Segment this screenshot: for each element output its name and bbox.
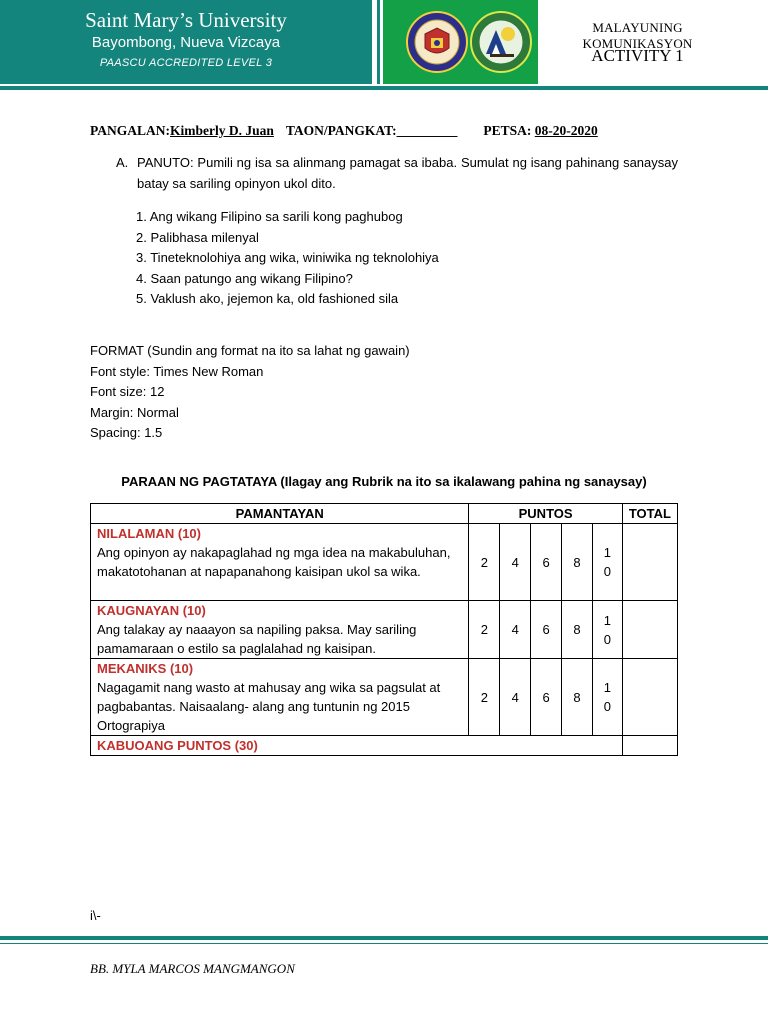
accreditation-text: PAASCU ACCREDITED LEVEL 3 [99, 57, 273, 69]
table-header-row [91, 504, 678, 524]
point-cell: 4 [500, 601, 531, 659]
teacher-name: BB. MYLA MARCOS MANGMANGON [90, 961, 295, 976]
table-row [91, 659, 678, 736]
student-info-line [90, 123, 690, 139]
point-cell: 6 [531, 659, 562, 736]
criterion-title: MEKANIKS (10) [97, 661, 194, 676]
university-seal-logo [406, 8, 468, 76]
point-cell-max [592, 524, 622, 601]
point-cell: 2 [469, 659, 500, 736]
criterion-description: Ang talakay ay naaayon sa napiling paksa. May sariling pamamaraan o estilo sa paglalahad ng kaisipan. [97, 622, 417, 656]
list-item: 5. Vaklush ako, jejemon ka, old fashioned sila [136, 291, 399, 306]
point-max-digit: 0 [603, 564, 611, 579]
format-spacing: Spacing: 1.5 [90, 425, 163, 440]
point-cell: 6 [531, 524, 562, 601]
point-cell: 6 [531, 601, 562, 659]
table-total-row [91, 736, 678, 756]
university-location: Bayombong, Nueva Vizcaya [91, 34, 281, 51]
list-item: 2. Palibhasa milenyal [136, 229, 259, 245]
rubric-table [90, 503, 678, 756]
point-cell: 4 [500, 659, 531, 736]
format-margin: Margin: Normal [90, 404, 179, 420]
point-cell: 4 [500, 524, 531, 601]
criterion-description: Nagagamit nang wasto at mahusay ang wika sa pagsulat at pagbabantas. Naisaalang- alang ang tuntunin ng 2015 Ortograpiya [97, 680, 441, 733]
list-item: 4. Saan patungo ang wikang Filipino? [136, 270, 353, 286]
footer-rule [0, 936, 768, 940]
course-title: MALAYUNING KOMUNIKASYON [582, 20, 693, 51]
date-label: PETSA: [483, 123, 535, 138]
format-section [90, 341, 410, 444]
header-pamantayan: PAMANTAYAN [91, 504, 469, 524]
total-cell[interactable] [622, 659, 677, 736]
point-cell-max [592, 659, 622, 736]
total-label: KABUOANG PUNTOS (30) [97, 738, 258, 753]
rubric-title: PARAAN NG PAGTATAYA (Ilagay ang Rubrik na ito sa ikalawang pahina ng sanaysay) [121, 474, 647, 489]
instruction [116, 152, 678, 194]
name-value: Kimberly D. Juan [170, 123, 274, 138]
instruction-letter: A. [116, 155, 129, 170]
header-puntos: PUNTOS [469, 504, 622, 524]
format-font-style: Font style: Times New Roman [90, 363, 264, 379]
point-cell-max [592, 601, 622, 659]
header-rule [0, 86, 768, 90]
list-item: 1. Ang wikang Filipino sa sarili kong paghubog [136, 209, 403, 224]
criterion-title: NILALAMAN (10) [97, 526, 201, 541]
university-banner [0, 0, 372, 84]
format-font-size: Font size: 12 [90, 384, 165, 399]
point-max-digit: 0 [603, 631, 611, 647]
point-cell: 8 [562, 524, 593, 601]
table-row [91, 524, 678, 601]
department-seal-logo [470, 8, 532, 76]
university-name: Saint Mary’s University [85, 8, 287, 32]
footer-rule-thin [0, 943, 768, 944]
point-max-digit: 1 [603, 612, 611, 628]
list-item: 3. Tineteknolohiya ang wika, winiwika ng teknolohiya [136, 250, 439, 265]
point-max-digit: 0 [603, 699, 611, 714]
criterion-description: Ang opinyon ay nakapaglahad ng mga idea na makabuluhan, makatotohanan at napapanahong kaisipan ukol sa wika. [97, 545, 451, 579]
point-cell: 2 [469, 601, 500, 659]
stray-mark: i\- [90, 908, 101, 923]
total-cell[interactable] [622, 601, 677, 659]
activity-title: ACTIVITY 1 [591, 46, 684, 65]
name-label: PANGALAN: [90, 123, 170, 138]
total-cell[interactable] [622, 524, 677, 601]
point-max-digit: 1 [603, 680, 611, 695]
date-value: 08-20-2020 [534, 123, 598, 138]
point-cell: 2 [469, 524, 500, 601]
point-max-digit: 1 [603, 545, 611, 560]
grand-total-cell[interactable] [622, 736, 677, 756]
year-label: TAON/PANGKAT: [285, 123, 397, 138]
year-value: _________ [396, 123, 458, 138]
topic-list [136, 207, 439, 310]
criterion-title: KAUGNAYAN (10) [97, 603, 206, 618]
point-cell: 8 [562, 659, 593, 736]
point-cell: 8 [562, 601, 593, 659]
format-heading: FORMAT (Sundin ang format na ito sa lahat ng gawain) [90, 343, 410, 358]
header-total: TOTAL [622, 504, 677, 524]
document-header [0, 0, 768, 86]
table-row [91, 601, 678, 659]
instruction-text: PANUTO: Pumili ng isa sa alinmang pamagat sa ibaba. Sumulat ng isang pahinang sanaysay batay sa sariling opinyon ukol dito. [137, 155, 678, 191]
